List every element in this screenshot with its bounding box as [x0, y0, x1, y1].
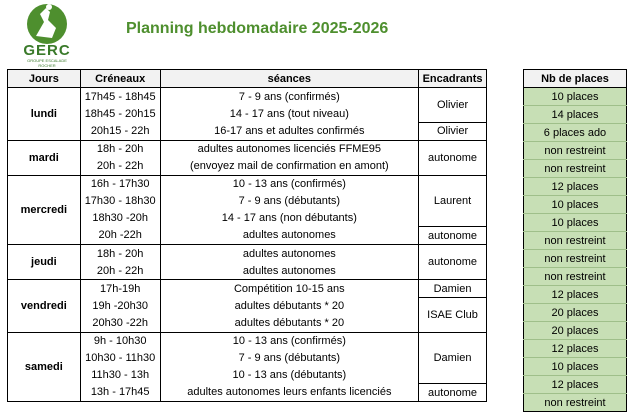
places-row — [524, 160, 627, 178]
day-cell: jeudi — [8, 245, 81, 280]
time-slot-cell: 13h - 17h45 — [80, 384, 160, 402]
places-cell: non restreint — [524, 394, 627, 412]
schedule-row — [8, 245, 487, 263]
session-cell: 10 - 13 ans (confirmés) — [160, 332, 418, 350]
schedule-row — [8, 350, 487, 367]
day-cell: lundi — [8, 88, 81, 141]
places-row — [524, 178, 627, 196]
places-table — [523, 69, 627, 412]
places-row — [524, 232, 627, 250]
places-row — [524, 376, 627, 394]
session-cell: 14 - 17 ans (tout niveau) — [160, 105, 418, 122]
time-slot-cell: 20h15 - 22h — [80, 122, 160, 140]
time-slot-cell: 9h - 10h30 — [80, 332, 160, 350]
time-slot-cell: 19h -20h30 — [80, 298, 160, 315]
schedule-row — [8, 298, 487, 315]
places-row — [524, 286, 627, 304]
schedule-row — [8, 227, 487, 245]
coach-cell: ISAE Club — [419, 298, 487, 333]
time-slot-cell: 20h -22h — [80, 227, 160, 245]
schedule-row — [8, 384, 487, 402]
logo-subtitle: GROUPE ESCALADE ROCHER — [27, 58, 67, 68]
places-row — [524, 394, 627, 412]
page-title: Planning hebdomadaire 2025-2026 — [126, 20, 389, 37]
places-cell: 20 places — [524, 304, 627, 322]
places-cell: 12 places — [524, 286, 627, 304]
session-cell: 16-17 ans et adultes confirmés — [160, 122, 418, 140]
session-cell: adultes autonomes licenciés FFME95 — [160, 140, 418, 158]
time-slot-cell: 16h - 17h30 — [80, 175, 160, 193]
schedule-row — [8, 315, 487, 333]
places-cell: non restreint — [524, 160, 627, 178]
time-slot-cell: 17h30 - 18h30 — [80, 193, 160, 210]
session-cell: adultes autonomes leurs enfants licenciés — [160, 384, 418, 402]
schedule-row — [8, 175, 487, 193]
places-row — [524, 322, 627, 340]
places-row — [524, 214, 627, 232]
header-row — [8, 70, 487, 88]
places-cell: non restreint — [524, 232, 627, 250]
coach-cell: autonome — [419, 245, 487, 280]
session-cell: 10 - 13 ans (débutants) — [160, 367, 418, 384]
time-slot-cell: 17h45 - 18h45 — [80, 88, 160, 106]
session-cell: 14 - 17 ans (non débutants) — [160, 210, 418, 227]
coach-cell: Laurent — [419, 175, 487, 227]
places-row — [524, 142, 627, 160]
time-slot-cell: 18h30 -20h — [80, 210, 160, 227]
session-cell: 7 - 9 ans (débutants) — [160, 350, 418, 367]
schedule-row — [8, 210, 487, 227]
time-slot-cell: 20h - 22h — [80, 262, 160, 280]
places-cell: non restreint — [524, 142, 627, 160]
day-cell: samedi — [8, 332, 81, 402]
places-row — [524, 124, 627, 142]
places-row — [524, 268, 627, 286]
schedule-row — [8, 158, 487, 176]
places-row — [524, 88, 627, 106]
session-cell: adultes débutants * 20 — [160, 315, 418, 333]
session-cell: 7 - 9 ans (confirmés) — [160, 88, 418, 106]
session-cell: adultes autonomes — [160, 245, 418, 263]
places-row — [524, 340, 627, 358]
time-slot-cell: 17h-19h — [80, 280, 160, 298]
header-seances: séances — [160, 70, 418, 88]
places-cell: 12 places — [524, 376, 627, 394]
schedule-row — [8, 193, 487, 210]
climber-logo-icon — [18, 2, 76, 44]
places-cell: 12 places — [524, 178, 627, 196]
places-cell: 10 places — [524, 214, 627, 232]
places-cell: 6 places ado — [524, 124, 627, 142]
coach-cell: Olivier — [419, 88, 487, 123]
coach-cell: autonome — [419, 227, 487, 245]
logo-name: GERC — [23, 42, 71, 59]
places-row — [524, 196, 627, 214]
session-cell: 10 - 13 ans (confirmés) — [160, 175, 418, 193]
schedule-row — [8, 105, 487, 122]
header-creneaux: Créneaux — [80, 70, 160, 88]
club-logo — [18, 2, 76, 66]
header-places: Nb de places — [524, 70, 627, 88]
time-slot-cell: 11h30 - 13h — [80, 367, 160, 384]
coach-cell: Damien — [419, 280, 487, 298]
session-cell: 7 - 9 ans (débutants) — [160, 193, 418, 210]
coach-cell: Olivier — [419, 122, 487, 140]
places-row — [524, 304, 627, 322]
places-cell: 10 places — [524, 196, 627, 214]
time-slot-cell: 18h - 20h — [80, 140, 160, 158]
session-cell: adultes autonomes — [160, 262, 418, 280]
schedule-row — [8, 262, 487, 280]
places-cell: non restreint — [524, 250, 627, 268]
coach-cell: autonome — [419, 384, 487, 402]
day-cell: mardi — [8, 140, 81, 175]
places-row — [524, 358, 627, 376]
places-cell: 12 places — [524, 340, 627, 358]
places-cell: non restreint — [524, 268, 627, 286]
places-cell: 14 places — [524, 106, 627, 124]
time-slot-cell: 20h - 22h — [80, 158, 160, 176]
session-cell: (envoyez mail de confirmation en amont) — [160, 158, 418, 176]
time-slot-cell: 18h45 - 20h15 — [80, 105, 160, 122]
header-encadrants: Encadrants — [419, 70, 487, 88]
coach-cell: Damien — [419, 332, 487, 384]
time-slot-cell: 20h30 -22h — [80, 315, 160, 333]
places-cell: 20 places — [524, 322, 627, 340]
session-cell: adultes autonomes — [160, 227, 418, 245]
places-cell: 10 places — [524, 88, 627, 106]
places-header-row — [524, 70, 627, 88]
time-slot-cell: 18h - 20h — [80, 245, 160, 263]
coach-cell: autonome — [419, 140, 487, 175]
places-row — [524, 250, 627, 268]
schedule-row — [8, 140, 487, 158]
day-cell: vendredi — [8, 280, 81, 333]
schedule-row — [8, 367, 487, 384]
schedule-row — [8, 280, 487, 298]
schedule-table — [7, 69, 487, 402]
places-row — [524, 106, 627, 124]
schedule-row — [8, 122, 487, 140]
session-cell: Compétition 10-15 ans — [160, 280, 418, 298]
session-cell: adultes débutants * 20 — [160, 298, 418, 315]
day-cell: mercredi — [8, 175, 81, 245]
schedule-row — [8, 88, 487, 106]
schedule-row — [8, 332, 487, 350]
time-slot-cell: 10h30 - 11h30 — [80, 350, 160, 367]
header-jours: Jours — [8, 70, 81, 88]
places-cell: 10 places — [524, 358, 627, 376]
